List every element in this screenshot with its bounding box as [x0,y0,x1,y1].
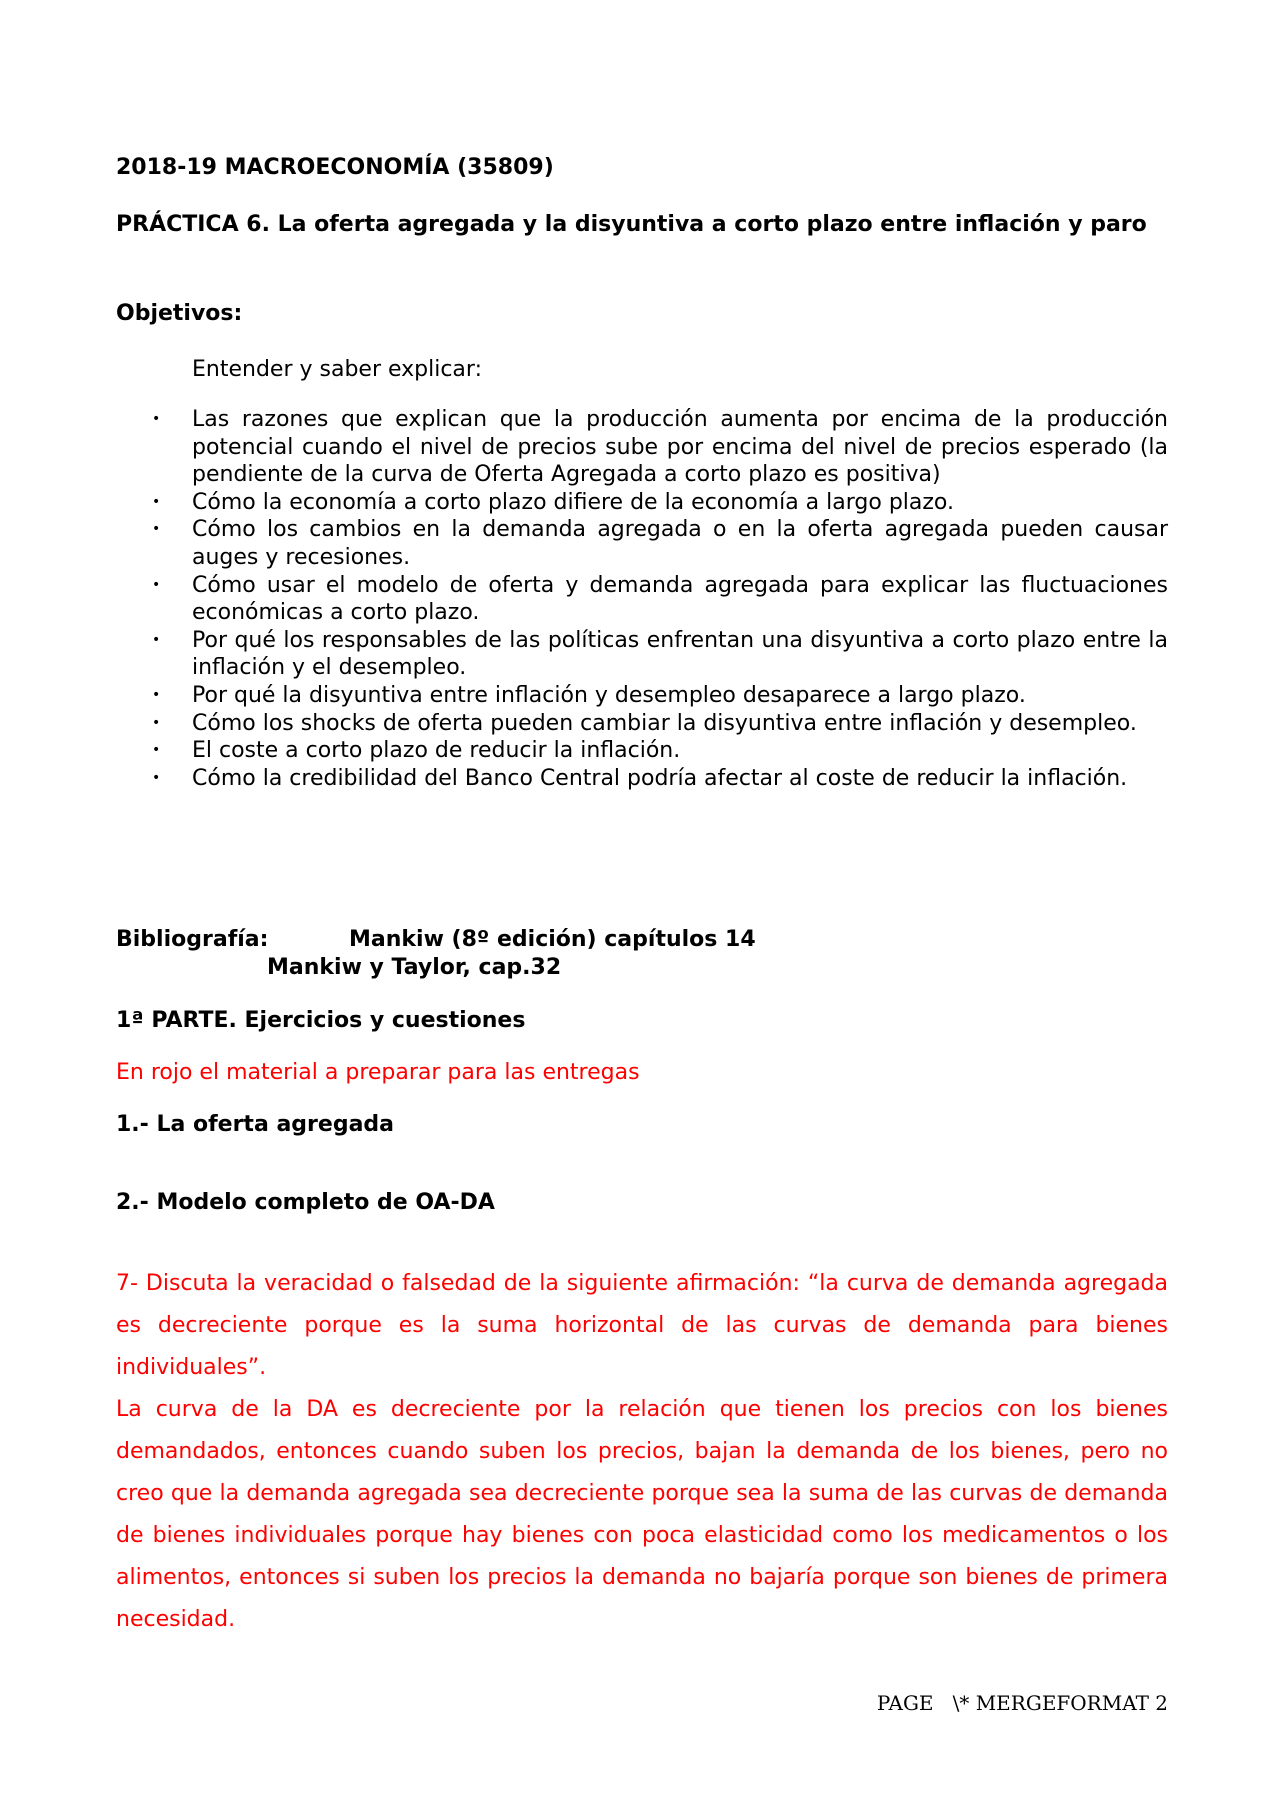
section-heading-1: 1.- La oferta agregada [116,1112,395,1137]
bullet-icon: • [152,411,161,427]
list-item [116,516,1168,571]
part-heading: 1ª PARTE. Ejercicios y cuestiones [116,1008,526,1033]
list-item-text: Cómo la economía a corto plazo difiere de la economía a largo plazo. [192,489,954,515]
list-item [116,489,1168,517]
bullet-icon: • [152,714,161,731]
section-heading-2: 2.- Modelo completo de OA-DA [116,1190,495,1215]
answer-7: La curva de la DA es decreciente por la relación que tienen los precios con los bienes demandados, entonces cuando suben los precios, bajan la demanda de los bienes, pero no creo que la demanda agregada sea decreciente porque sea la suma de las curvas de demanda de bienes individuales porque hay bienes con poca elasticidad como los medicamentos o los alimentos, entonces si suben los precios la demanda no bajaría porque son bienes de primera necesidad. [116,1397,1168,1632]
list-item [116,627,1168,682]
bullet-icon: • [152,631,161,648]
list-item-text: Por qué la disyuntiva entre inflación y desempleo desaparece a largo plazo. [192,682,1026,708]
page-footer: PAGE \* MERGEFORMAT 2 [876,1691,1168,1715]
question-7: 7- Discuta la veracidad o falsedad de la siguiente afirmación: “la curva de demanda agregada es decreciente porque es la suma horizontal de las curvas de demanda para bienes individuales”. [116,1271,1168,1380]
list-item-text: Cómo los cambios en la demanda agregada o en la oferta agregada pueden causar auges y recesiones. [192,517,1168,570]
list-item [116,710,1168,738]
bullet-icon: • [152,493,161,510]
course-title: 2018-19 MACROECONOMÍA (35809) [116,155,554,180]
list-item-text: Cómo los shocks de oferta pueden cambiar la disyuntiva entre inflación y desempleo. [192,710,1137,736]
list-item-text: Cómo la credibilidad del Banco Central podría afectar al coste de reducir la inflación. [192,765,1128,791]
bullet-icon: • [152,742,161,759]
bullet-icon: • [152,769,161,786]
objetivos-list [116,406,1168,792]
practica-title: PRÁCTICA 6. La oferta agregada y la disyuntiva a corto plazo entre inflación y paro [116,212,1147,237]
list-item [116,765,1168,793]
bibliografia-label: Bibliografía: [116,927,269,952]
red-note: En rojo el material a preparar para las entregas [116,1060,640,1085]
list-item-text: Cómo usar el modelo de oferta y demanda agregada para explicar las fluctuaciones económicas a corto plazo. [192,572,1168,626]
bullet-icon: • [152,521,161,538]
list-item [116,682,1168,710]
objetivos-intro: Entender y saber explicar: [192,357,482,382]
bibliografia-line-1: Mankiw (8º edición) capítulos 14 [349,927,756,952]
list-item [116,737,1168,765]
list-item [116,406,1168,489]
bibliografia-line-2: Mankiw y Taylor, cap.32 [267,955,562,980]
list-item-text: Las razones que explican que la producción aumenta por encima de la producción potencial cuando el nivel de precios sube por encima del nivel de precios esperado (la pendiente de la curva de Oferta Agregada a corto plazo es positiva) [192,407,1168,488]
bullet-icon: • [152,576,161,593]
objetivos-heading: Objetivos: [116,301,243,326]
list-item [116,572,1168,627]
bullet-icon: • [152,686,161,703]
list-item-text: Por qué los responsables de las políticas enfrentan una disyuntiva a corto plazo entre la inflación y el desempleo. [192,627,1168,681]
list-item-text: El coste a corto plazo de reducir la inflación. [192,738,681,764]
